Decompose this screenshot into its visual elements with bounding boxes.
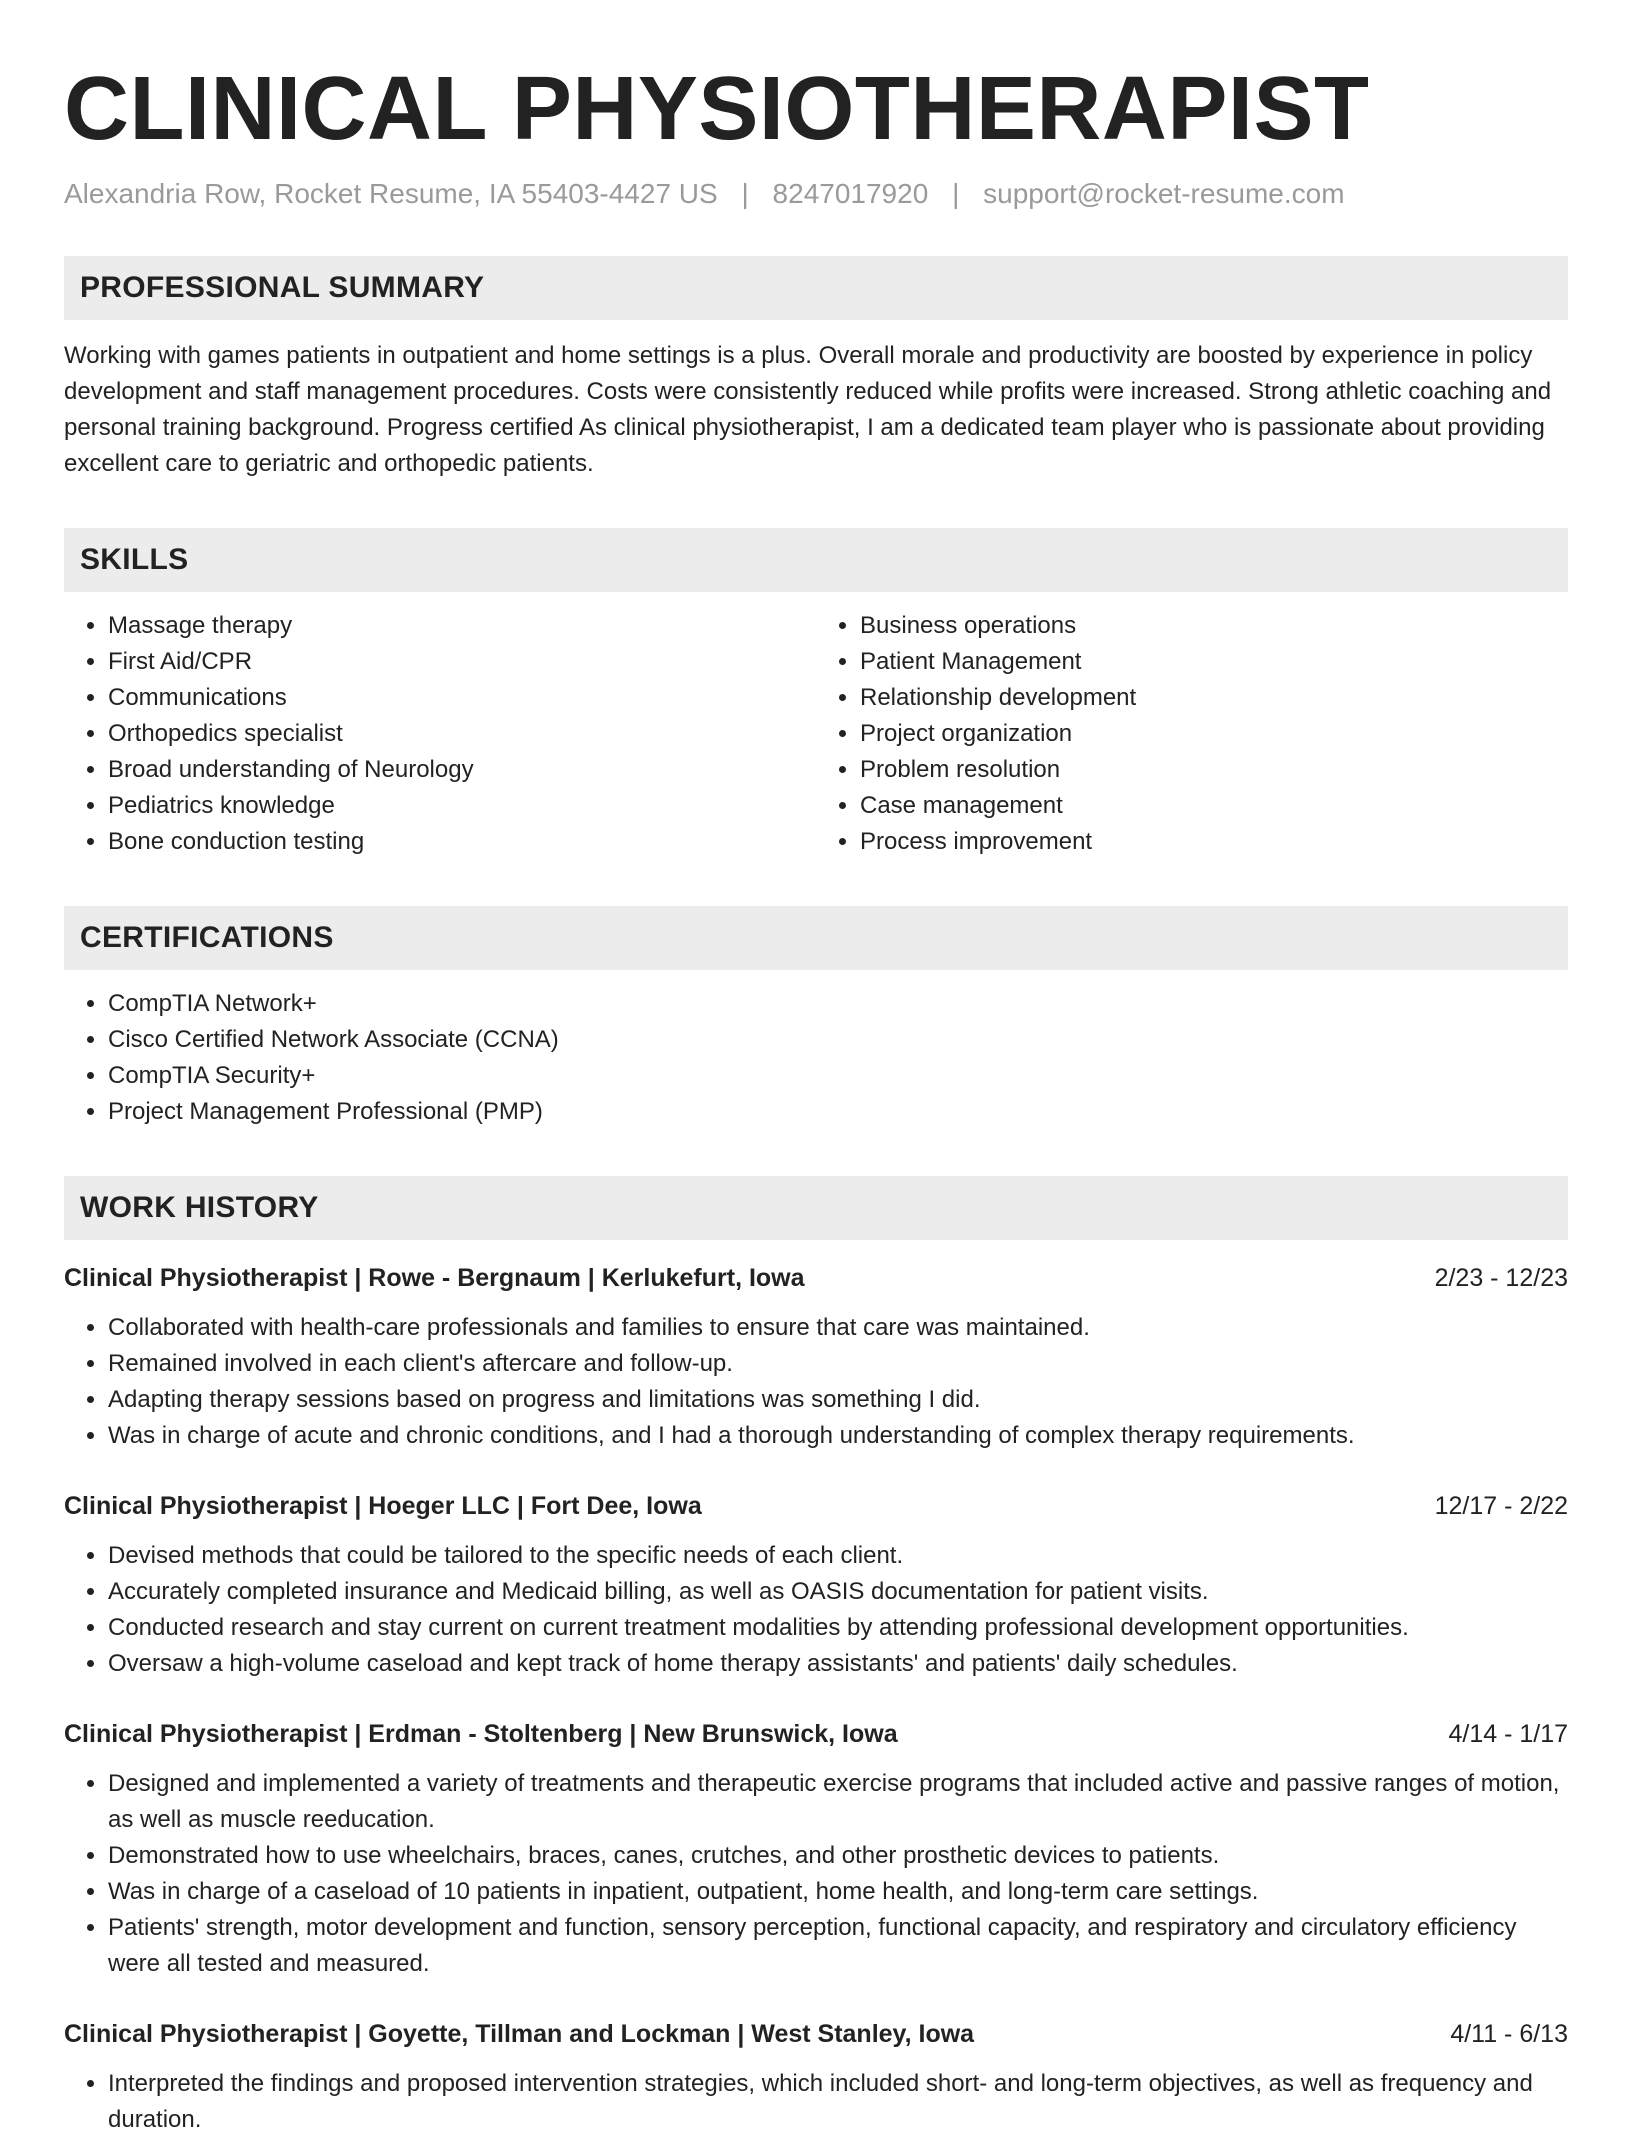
skill-item: • Case management [860,788,1568,824]
contact-separator: | [952,178,960,209]
skill-item: • Broad understanding of Neurology [108,752,816,788]
job-dates: 4/14 - 1/17 [1448,1720,1568,1748]
summary-text: Working with games patients in outpatient and home settings is a plus. Overall morale and productivity are boosted by experience in policy development and staff management procedures. Costs were consistently reduced while profits were increased. Strong athletic coaching and personal training background. Progress certified As clinical physiotherapist, I am a dedicated team player who is passionate about providing excellent care to geriatric and orthopedic patients. [64,342,1552,477]
job-entry [64,1488,1568,1682]
skill-item: • Process improvement [860,824,1568,860]
resume-name: CLINICAL PHYSIOTHERAPIST [64,59,1370,159]
contact-address: Alexandria Row, Rocket Resume, IA 55403-4427 US [64,178,718,209]
job-entry [64,1716,1568,1982]
job-bullet: • Was in charge of acute and chronic conditions, and I had a thorough understanding of complex therapy requirements. [108,1418,1568,1454]
job-header [64,1716,1568,1752]
work-section-header [64,1176,1568,1240]
work-title: WORK HISTORY [80,1191,319,1224]
job-bullet: • Oversaw a high-volume caseload and kept track of home therapy assistants' and patients' daily schedules. [108,1646,1568,1682]
job-bullet: • Remained involved in each client's aftercare and follow-up. [108,1346,1568,1382]
skills-list-right [816,608,1568,860]
skill-item: • Business operations [860,608,1568,644]
certifications-section-header [64,906,1568,970]
skill-item: • Relationship development [860,680,1568,716]
job-bullet: • Accurately completed insurance and Medicaid billing, as well as OASIS documentation for patient visits. [108,1574,1568,1610]
job-dates: 12/17 - 2/22 [1434,1492,1568,1520]
skills-grid [64,592,1568,860]
job-bullet: • Was in charge of a caseload of 10 patients in inpatient, outpatient, home health, and long-term care settings. [108,1874,1568,1910]
job-header [64,2016,1568,2052]
job-bullets [64,1310,1568,1454]
job-bullet: • Interpreted the findings and proposed intervention strategies, which included short- and long-term objectives, as well as frequency and duration. [108,2066,1568,2138]
certification-item: • Project Management Professional (PMP) [108,1094,1568,1130]
certification-item: • CompTIA Security+ [108,1058,1568,1094]
job-entry [64,1260,1568,1454]
contact-separator: | [741,178,749,209]
skill-item: • First Aid/CPR [108,644,816,680]
skill-item: • Communications [108,680,816,716]
job-bullets [64,1766,1568,1982]
summary-section-header [64,256,1568,320]
job-bullet: • Devised methods that could be tailored to the specific needs of each client. [108,1538,1568,1574]
skill-item: • Patient Management [860,644,1568,680]
skill-item: • Pediatrics knowledge [108,788,816,824]
summary-title: PROFESSIONAL SUMMARY [80,271,485,304]
certification-item: • CompTIA Network+ [108,986,1568,1022]
job-bullet: • Designed and implemented a variety of treatments and therapeutic exercise programs that included active and passive ranges of motion, as well as muscle reeducation. [108,1766,1568,1838]
skills-title: SKILLS [80,543,189,576]
contact-email: support@rocket-resume.com [983,178,1345,209]
job-heading: Clinical Physiotherapist | Erdman - Stoltenberg | New Brunswick, Iowa [64,1720,898,1748]
job-bullet: • Demonstrated how to use wheelchairs, braces, canes, crutches, and other prosthetic devices to patients. [108,1838,1568,1874]
job-bullet: • Patients' strength, motor development and function, sensory perception, functional capacity, and respiratory and circulatory efficiency were all tested and measured. [108,1910,1568,1982]
skill-item: • Massage therapy [108,608,816,644]
certification-item: • Cisco Certified Network Associate (CCNA) [108,1022,1568,1058]
skills-section-header [64,528,1568,592]
job-header [64,1260,1568,1296]
job-heading: Clinical Physiotherapist | Hoeger LLC | Fort Dee, Iowa [64,1492,702,1520]
job-bullets [64,1538,1568,1682]
work-history [64,1260,1568,2138]
skill-item: • Bone conduction testing [108,824,816,860]
job-heading: Clinical Physiotherapist | Goyette, Tillman and Lockman | West Stanley, Iowa [64,2020,975,2048]
skill-item: • Orthopedics specialist [108,716,816,752]
job-bullet: • Conducted research and stay current on current treatment modalities by attending professional development opportunities. [108,1610,1568,1646]
job-heading: Clinical Physiotherapist | Rowe - Bergnaum | Kerlukefurt, Iowa [64,1264,805,1292]
certifications-list [64,986,1568,1130]
certifications-title: CERTIFICATIONS [80,921,334,954]
job-dates: 2/23 - 12/23 [1434,1264,1568,1292]
contact-phone: 8247017920 [772,178,929,209]
job-dates: 4/11 - 6/13 [1450,2020,1568,2048]
skill-item: • Problem resolution [860,752,1568,788]
job-header [64,1488,1568,1524]
job-bullet: • Adapting therapy sessions based on progress and limitations was something I did. [108,1382,1568,1418]
contact-line [64,178,1568,210]
job-entry [64,2016,1568,2138]
job-bullets [64,2066,1568,2138]
skills-list-left [64,608,816,860]
skill-item: • Project organization [860,716,1568,752]
job-bullet: • Collaborated with health-care professionals and families to ensure that care was maintained. [108,1310,1568,1346]
